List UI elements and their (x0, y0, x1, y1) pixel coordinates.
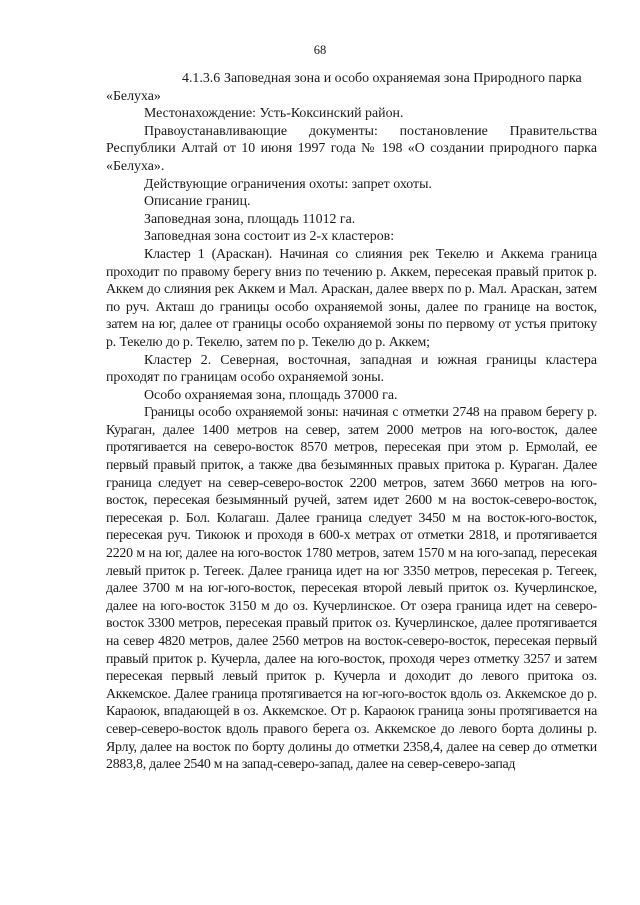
section-title: Заповедная зона и особо охраняемая зона Природного парка «Белуха» (106, 71, 582, 104)
paragraph-legal-documents: Правоустанавливающие документы: постановление Правительства Республики Алтай от 10 июня 1997 года № 198 «О создании природного парка «Белуха». (106, 123, 597, 174)
section-heading (106, 70, 597, 105)
paragraph-cluster-2: Кластер 2. Северная, восточная, западная и южная границы кластера проходят по границам особо охраняемой зоны. (106, 352, 597, 386)
paragraph-boundary-description: Описание границ. (144, 194, 251, 210)
paragraph-reserve-zone-area: Заповедная зона, площадь 11012 га. (144, 211, 356, 227)
paragraph-protected-zone-area: Особо охраняемая зона, площадь 37000 га. (144, 387, 398, 403)
paragraph-hunting-restrictions: Действующие ограничения охоты: запрет охоты. (144, 176, 432, 192)
paragraph-cluster-1: Кластер 1 (Араскан). Начиная со слияния рек Текелю и Аккема граница проходит по правому берегу вниз по течению р. Аккем, пересекая правый приток р. Аккем до слияния рек Аккем и Мал. Араскан, далее вверх по р. Мал. Араскан, затем по руч. Акташ до границы особо охраняемой зоны, далее по границе на восток, затем на юг, далее от границы особо охраняемой зоны по первому от устья притоку р. Текелю до р. Текелю, затем по р. Текелю до р. Аккем; (106, 246, 597, 350)
section-number: 4.1.3.6 (182, 71, 221, 86)
paragraph-protected-zone-boundaries: Границы особо охраняемой зоны: начиная с отметки 2748 на правом берегу р. Кураган, далее 1400 метров на север, затем 2000 метров на юго-восток, далее протягивается на северо-восток 8570 метров, пересекая при этом р. Ермолай, ее первый правый приток, а также два безымянных правых притока р. Кураган. Далее граница следует на север-северо-восток 2200 метров, затем 3660 метров на юго-восток, пересекая безымянный ручей, затем идет 2600 м на восток-северо-восток, пересекая р. Бол. Колагаш. Далее граница следует 3450 м на восток-юго-восток, пересекая руч. Тикоюк и проходя в 600-х метрах от отметки 2818, и протягивается 2220 м на юг, далее на юго-восток 1780 метров, затем 1570 м на юго-запад, пересекая левый приток р. Тегеек. Далее граница идет на юг 3350 метров, пересекая р. Тегеек, далее 3700 м на юг-юго-восток, пересекая второй левый приток оз. Кучерлинское, далее на юго-восток 3150 м до оз. Кучерлинское. От озера граница идет на северо-восток 3300 метров, пересекая правый приток оз. Кучерлинское, далее протягивается на север 4820 метров, далее 2560 метров на восток-северо-восток, пересекая первый правый приток р. Кучерла, далее на юго-восток, проходя через отметку 3257 и затем пересекая первый левый приток р. Кучерла и доходит до левого притока оз. Аккемское. Далее граница протягивается на юг-юго-восток вдоль оз. Аккемское до р. Караоюк, впадающей в оз. Аккемское. От р. Караоюк граница зоны протягивается на север-северо-восток вдоль правого берега оз. Аккемское до левого борта долины р. Ярлу, далее на восток по борту долины до отметки 2358,4, далее на север до отметки 2883,8, далее 2540 м на запад-северо-запад, далее на север-северо-запад (106, 405, 597, 773)
paragraph-reserve-zone-clusters: Заповедная зона состоит из 2-х кластеров: (144, 229, 395, 245)
document-body (106, 70, 597, 774)
page-number: 68 (313, 43, 327, 57)
paragraph-location: Местонахождение: Усть-Коксинский район. (144, 106, 404, 122)
